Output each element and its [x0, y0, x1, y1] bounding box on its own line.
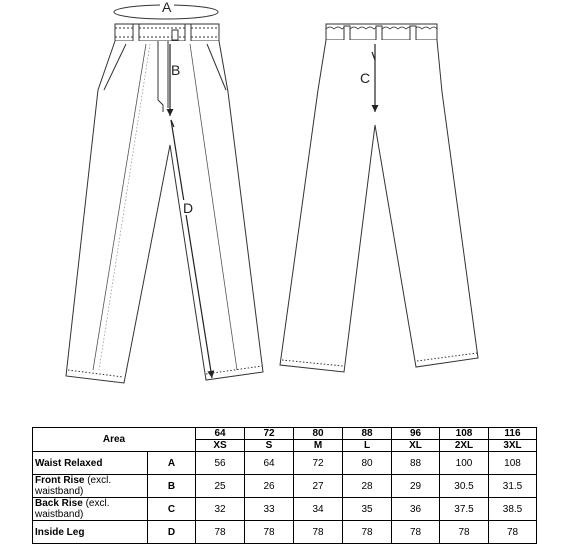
table-row	[33, 475, 537, 498]
label-d: D	[183, 200, 194, 216]
label-a: A	[162, 0, 172, 15]
size-header: 96 XL	[392, 428, 440, 452]
size-header: 72 S	[245, 428, 294, 452]
size-chart-table	[32, 427, 537, 544]
label-c: C	[360, 70, 371, 86]
table-cell: 36	[392, 498, 440, 521]
row-code: D	[148, 521, 196, 544]
measure-a-waist	[114, 0, 218, 19]
header-row	[33, 428, 537, 452]
table-cell: 78	[440, 521, 489, 544]
row-label: Waist Relaxed	[33, 452, 148, 475]
table-cell: 78	[343, 521, 392, 544]
size-header: 116 3XL	[489, 428, 537, 452]
table-cell: 64	[245, 452, 294, 475]
size-header: 88 L	[343, 428, 392, 452]
table-cell: 25	[196, 475, 245, 498]
table-cell: 38.5	[489, 498, 537, 521]
table-cell: 34	[294, 498, 343, 521]
table-cell: 33	[245, 498, 294, 521]
table-cell: 26	[245, 475, 294, 498]
size-header: 108 2XL	[440, 428, 489, 452]
table-row	[33, 452, 537, 475]
row-code: A	[148, 452, 196, 475]
front-view-trousers	[66, 24, 263, 383]
size-header: 80 M	[294, 428, 343, 452]
back-view-trousers	[280, 24, 478, 372]
table-cell: 100	[440, 452, 489, 475]
area-header: Area	[33, 428, 196, 452]
row-label: Back Rise (excl. waistband)	[33, 498, 148, 521]
row-label: Front Rise (excl. waistband)	[33, 475, 148, 498]
row-label: Inside Leg	[33, 521, 148, 544]
row-code: C	[148, 498, 196, 521]
table-cell: 108	[489, 452, 537, 475]
size-header: 64 XS	[196, 428, 245, 452]
table-cell: 80	[343, 452, 392, 475]
table-row	[33, 498, 537, 521]
table-cell: 78	[294, 521, 343, 544]
row-code: B	[148, 475, 196, 498]
table-cell: 35	[343, 498, 392, 521]
label-b: B	[171, 62, 181, 78]
table-cell: 78	[489, 521, 537, 544]
table-cell: 78	[245, 521, 294, 544]
table-cell: 72	[294, 452, 343, 475]
table-cell: 27	[294, 475, 343, 498]
table-cell: 56	[196, 452, 245, 475]
table-cell: 32	[196, 498, 245, 521]
size-table-body	[33, 428, 537, 544]
table-cell: 29	[392, 475, 440, 498]
table-cell: 30.5	[440, 475, 489, 498]
table-cell: 31.5	[489, 475, 537, 498]
table-cell: 28	[343, 475, 392, 498]
table-cell: 88	[392, 452, 440, 475]
table-cell: 37.5	[440, 498, 489, 521]
table-cell: 78	[196, 521, 245, 544]
table-cell: 78	[392, 521, 440, 544]
table-row	[33, 521, 537, 544]
